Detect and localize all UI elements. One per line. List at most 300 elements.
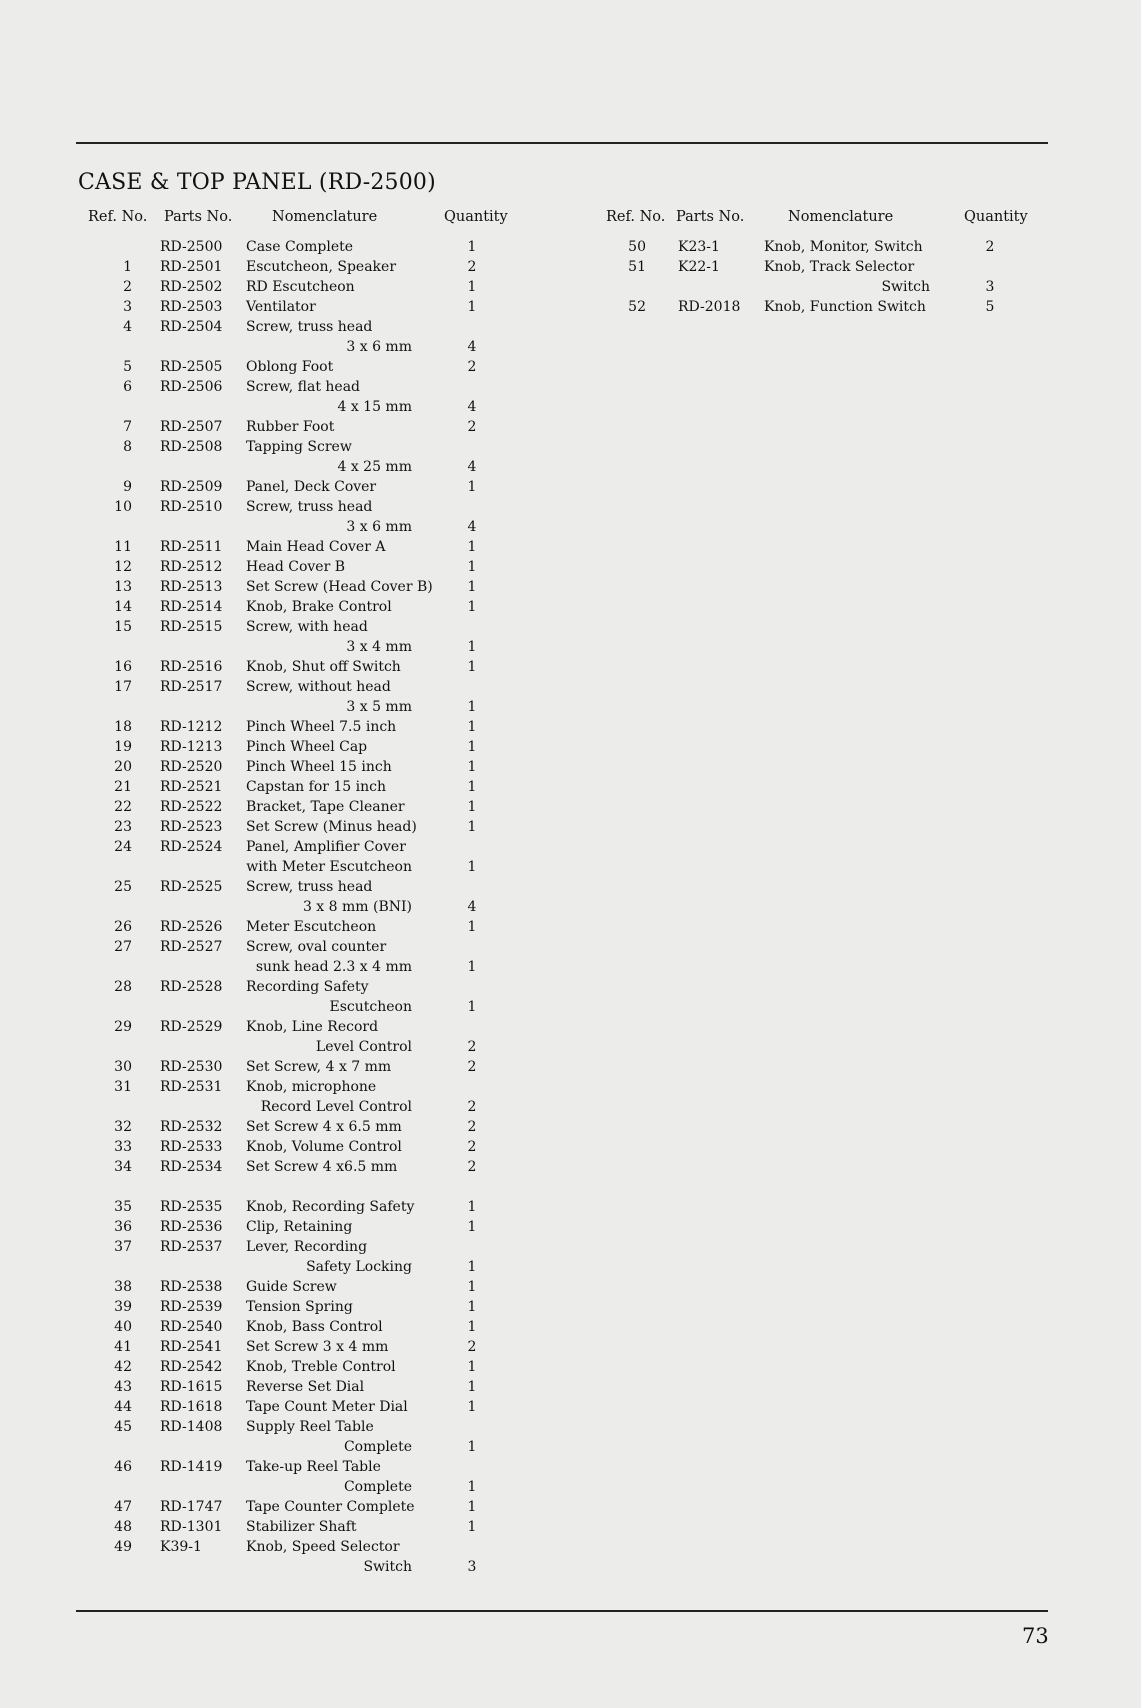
ref-no-cell: 12	[114, 559, 132, 575]
ref-no-cell: 51	[628, 259, 646, 275]
quantity-cell: 1	[467, 1479, 477, 1495]
nomenclature-cell: Tension Spring	[246, 1299, 353, 1315]
parts-no-cell: RD-2531	[160, 1079, 223, 1095]
parts-no-cell: RD-2538	[160, 1279, 223, 1295]
table-row	[0, 919, 1141, 939]
table-row	[0, 1519, 1141, 1539]
header-ref-no: Ref. No.	[88, 209, 148, 225]
table-row	[0, 359, 1141, 379]
parts-no-cell: RD-1301	[160, 1519, 223, 1535]
table-row	[0, 1079, 1141, 1099]
parts-no-cell: RD-2500	[160, 239, 223, 255]
quantity-cell: 1	[467, 1439, 477, 1455]
nomenclature-cell: Knob, Bass Control	[246, 1319, 383, 1335]
parts-no-cell: RD-2523	[160, 819, 223, 835]
table-row	[0, 759, 1141, 779]
ref-no-cell: 3	[123, 299, 132, 315]
nomenclature-cell: Case Complete	[246, 239, 354, 255]
table-row	[0, 419, 1141, 439]
header-parts-no-right: Parts No.	[676, 209, 745, 225]
nomenclature-cell: Knob, Track Selector	[764, 259, 915, 275]
quantity-cell: 1	[467, 1279, 477, 1295]
table-row	[0, 719, 1141, 739]
header-parts-no: Parts No.	[164, 209, 233, 225]
parts-no-cell: RD-2018	[678, 299, 741, 315]
table-row	[0, 1239, 1141, 1259]
nomenclature-cell: Bracket, Tape Cleaner	[246, 799, 405, 815]
nomenclature-cell: Screw, with head	[246, 619, 368, 635]
table-row	[0, 1299, 1141, 1319]
parts-no-cell: RD-2535	[160, 1199, 223, 1215]
table-row	[0, 579, 1141, 599]
table-row	[0, 659, 1141, 679]
header-quantity-right: Quantity	[964, 209, 1028, 225]
table-row	[0, 339, 1141, 359]
parts-no-cell: RD-2542	[160, 1359, 223, 1375]
quantity-cell: 1	[467, 1299, 477, 1315]
header-ref-no-right: Ref. No.	[606, 209, 666, 225]
parts-no-cell: RD-2521	[160, 779, 223, 795]
nomenclature-cell: Supply Reel Table	[246, 1419, 374, 1435]
quantity-cell: 2	[467, 359, 477, 375]
table-row	[0, 279, 1141, 299]
parts-no-cell: RD-2541	[160, 1339, 223, 1355]
table-row	[0, 739, 1141, 759]
nomenclature-cell: Set Screw, 4 x 7 mm	[246, 1059, 392, 1075]
parts-no-cell: RD-2529	[160, 1019, 223, 1035]
quantity-cell: 1	[467, 1499, 477, 1515]
quantity-cell: 1	[467, 1359, 477, 1375]
quantity-cell: 4	[467, 519, 477, 535]
table-row	[0, 1159, 1141, 1179]
nomenclature-cell: Panel, Deck Cover	[246, 479, 377, 495]
nomenclature-cell: Stabilizer Shaft	[246, 1519, 357, 1535]
nomenclature-continuation-cell: 3 x 6 mm	[346, 339, 412, 355]
quantity-cell: 4	[467, 399, 477, 415]
table-row	[0, 1219, 1141, 1239]
quantity-cell: 1	[467, 759, 477, 775]
nomenclature-cell: Knob, Monitor, Switch	[764, 239, 923, 255]
quantity-cell: 1	[467, 1219, 477, 1235]
table-row	[0, 1119, 1141, 1139]
table-row	[0, 599, 1141, 619]
ref-no-cell: 13	[114, 579, 132, 595]
nomenclature-cell: Head Cover B	[246, 559, 346, 575]
nomenclature-cell: Knob, Recording Safety	[246, 1199, 415, 1215]
ref-no-cell: 49	[114, 1539, 132, 1555]
table-row	[0, 1459, 1141, 1479]
table-row	[0, 879, 1141, 899]
table-row	[0, 839, 1141, 859]
ref-no-cell: 20	[114, 759, 132, 775]
nomenclature-cell: Knob, microphone	[246, 1079, 377, 1095]
parts-no-cell: RD-2507	[160, 419, 223, 435]
ref-no-cell: 4	[123, 319, 132, 335]
table-row	[0, 459, 1141, 479]
ref-no-cell: 47	[114, 1499, 132, 1515]
nomenclature-cell: Tape Count Meter Dial	[246, 1399, 408, 1415]
table-row	[0, 559, 1141, 579]
parts-no-cell: RD-2526	[160, 919, 223, 935]
ref-no-cell: 50	[628, 239, 646, 255]
parts-no-cell: RD-1212	[160, 719, 223, 735]
table-row	[0, 819, 1141, 839]
quantity-cell: 5	[985, 299, 995, 315]
nomenclature-cell: RD Escutcheon	[246, 279, 355, 295]
quantity-cell: 1	[467, 1319, 477, 1335]
header-nomenclature-right: Nomenclature	[788, 209, 894, 225]
table-row	[0, 259, 1141, 279]
nomenclature-cell: Tape Counter Complete	[246, 1499, 415, 1515]
quantity-cell: 1	[467, 719, 477, 735]
table-row	[0, 379, 1141, 399]
table-row	[0, 1099, 1141, 1119]
nomenclature-cell: Escutcheon, Speaker	[246, 259, 397, 275]
parts-no-cell: RD-2533	[160, 1139, 223, 1155]
quantity-cell: 1	[467, 739, 477, 755]
nomenclature-continuation-cell: sunk head 2.3 x 4 mm	[255, 959, 412, 975]
ref-no-cell: 14	[114, 599, 132, 615]
quantity-cell: 1	[467, 1379, 477, 1395]
parts-no-cell: RD-1419	[160, 1459, 223, 1475]
ref-no-cell: 34	[114, 1159, 132, 1175]
nomenclature-continuation-cell: Switch	[363, 1559, 412, 1575]
parts-no-cell: RD-2514	[160, 599, 223, 615]
ref-no-cell: 24	[114, 839, 132, 855]
table-row	[0, 1199, 1141, 1219]
parts-no-cell: RD-2511	[160, 539, 223, 555]
nomenclature-cell: Screw, truss head	[246, 499, 373, 515]
quantity-cell: 1	[467, 919, 477, 935]
table-row	[0, 1479, 1141, 1499]
nomenclature-cell: Panel, Amplifier Cover	[246, 839, 406, 855]
table-row	[0, 999, 1141, 1019]
table-row	[0, 1559, 1141, 1579]
nomenclature-cell: Take-up Reel Table	[246, 1459, 381, 1475]
parts-no-cell: RD-2509	[160, 479, 223, 495]
header-nomenclature: Nomenclature	[272, 209, 378, 225]
table-row	[0, 619, 1141, 639]
table-row	[0, 1259, 1141, 1279]
table-row	[0, 319, 1141, 339]
quantity-cell: 2	[467, 1059, 477, 1075]
nomenclature-continuation-cell: 4 x 15 mm	[337, 399, 412, 415]
parts-no-cell: RD-2504	[160, 319, 223, 335]
parts-no-cell: RD-1747	[160, 1499, 223, 1515]
ref-no-cell: 42	[114, 1359, 132, 1375]
quantity-cell: 1	[467, 819, 477, 835]
nomenclature-cell: Knob, Shut off Switch	[246, 659, 401, 675]
table-row	[0, 779, 1141, 799]
table-row	[0, 1019, 1141, 1039]
nomenclature-cell: Knob, Line Record	[246, 1019, 379, 1035]
parts-no-cell: RD-2515	[160, 619, 223, 635]
nomenclature-cell: Oblong Foot	[246, 359, 334, 375]
ref-no-cell: 48	[114, 1519, 132, 1535]
quantity-cell: 1	[467, 699, 477, 715]
nomenclature-continuation-cell: with Meter Escutcheon	[246, 859, 412, 875]
ref-no-cell: 18	[114, 719, 132, 735]
parts-no-cell: RD-1213	[160, 739, 223, 755]
quantity-cell: 2	[467, 1039, 477, 1055]
ref-no-cell: 31	[114, 1079, 132, 1095]
ref-no-cell: 11	[114, 539, 132, 555]
quantity-cell: 1	[467, 539, 477, 555]
nomenclature-cell: Tapping Screw	[246, 439, 352, 455]
ref-no-cell: 29	[114, 1019, 132, 1035]
nomenclature-cell: Pinch Wheel Cap	[246, 739, 368, 755]
table-row	[0, 1499, 1141, 1519]
table-row	[0, 439, 1141, 459]
parts-no-cell: RD-2522	[160, 799, 223, 815]
nomenclature-cell: Capstan for 15 inch	[246, 779, 387, 795]
table-row	[0, 699, 1141, 719]
quantity-cell: 1	[467, 299, 477, 315]
table-row	[0, 1399, 1141, 1419]
nomenclature-cell: Knob, Treble Control	[246, 1359, 396, 1375]
quantity-cell: 1	[467, 659, 477, 675]
quantity-cell: 1	[467, 799, 477, 815]
ref-no-cell: 30	[114, 1059, 132, 1075]
table-row	[0, 1039, 1141, 1059]
quantity-cell: 1	[467, 599, 477, 615]
ref-no-cell: 16	[114, 659, 132, 675]
ref-no-cell: 19	[114, 739, 132, 755]
table-row	[0, 1339, 1141, 1359]
parts-no-cell: RD-2524	[160, 839, 223, 855]
ref-no-cell: 28	[114, 979, 132, 995]
ref-no-cell: 52	[628, 299, 646, 315]
parts-no-cell: RD-2510	[160, 499, 223, 515]
nomenclature-cell: Set Screw (Minus head)	[246, 819, 417, 835]
nomenclature-cell: Guide Screw	[246, 1279, 337, 1295]
quantity-cell: 1	[467, 639, 477, 655]
parts-no-cell: RD-2505	[160, 359, 223, 375]
parts-no-cell: RD-2536	[160, 1219, 223, 1235]
quantity-cell: 1	[467, 1259, 477, 1275]
table-row	[0, 679, 1141, 699]
parts-no-cell: RD-1615	[160, 1379, 223, 1395]
parts-no-cell: RD-2517	[160, 679, 223, 695]
parts-no-cell: RD-2534	[160, 1159, 223, 1175]
parts-no-cell: K23-1	[678, 239, 720, 255]
quantity-cell: 1	[467, 1199, 477, 1215]
table-row	[0, 499, 1141, 519]
quantity-cell: 1	[467, 859, 477, 875]
ref-no-cell: 7	[123, 419, 132, 435]
table-row	[0, 239, 1141, 259]
ref-no-cell: 45	[114, 1419, 132, 1435]
table-row	[0, 1139, 1141, 1159]
ref-no-cell: 43	[114, 1379, 132, 1395]
ref-no-cell: 1	[123, 259, 132, 275]
parts-no-cell: RD-2530	[160, 1059, 223, 1075]
nomenclature-continuation-cell: Switch	[881, 279, 930, 295]
quantity-cell: 2	[467, 1119, 477, 1135]
quantity-cell: 2	[985, 239, 995, 255]
ref-no-cell: 25	[114, 879, 132, 895]
table-row	[0, 1359, 1141, 1379]
quantity-cell: 1	[467, 279, 477, 295]
table-row	[0, 299, 1141, 319]
ref-no-cell: 17	[114, 679, 132, 695]
nomenclature-cell: Screw, flat head	[246, 379, 361, 395]
parts-no-cell: RD-2502	[160, 279, 223, 295]
quantity-cell: 1	[467, 999, 477, 1015]
ref-no-cell: 2	[123, 279, 132, 295]
parts-no-cell: RD-2525	[160, 879, 223, 895]
parts-no-cell: RD-2508	[160, 439, 223, 455]
quantity-cell: 2	[467, 1339, 477, 1355]
table-row	[0, 1379, 1141, 1399]
quantity-cell: 1	[467, 1519, 477, 1535]
ref-no-cell: 21	[114, 779, 132, 795]
ref-no-cell: 10	[114, 499, 132, 515]
table-row	[0, 1419, 1141, 1439]
table-row	[0, 1059, 1141, 1079]
table-row	[0, 1319, 1141, 1339]
parts-no-cell: RD-2513	[160, 579, 223, 595]
parts-no-cell: RD-2503	[160, 299, 223, 315]
nomenclature-cell: Lever, Recording	[246, 1239, 368, 1255]
nomenclature-cell: Knob, Function Switch	[764, 299, 926, 315]
nomenclature-cell: Set Screw 3 x 4 mm	[246, 1339, 389, 1355]
table-row	[0, 959, 1141, 979]
parts-no-cell: RD-2528	[160, 979, 223, 995]
table-row	[0, 479, 1141, 499]
nomenclature-cell: Main Head Cover A	[246, 539, 386, 555]
nomenclature-cell: Recording Safety	[246, 979, 369, 995]
quantity-cell: 3	[467, 1559, 477, 1575]
parts-no-cell: RD-1408	[160, 1419, 223, 1435]
nomenclature-cell: Set Screw 4 x 6.5 mm	[246, 1119, 402, 1135]
table-row	[0, 639, 1141, 659]
table-row	[0, 799, 1141, 819]
parts-no-cell: RD-2501	[160, 259, 223, 275]
nomenclature-cell: Pinch Wheel 7.5 inch	[246, 719, 397, 735]
nomenclature-continuation-cell: 3 x 5 mm	[346, 699, 412, 715]
parts-no-cell: RD-2539	[160, 1299, 223, 1315]
parts-no-cell: RD-2520	[160, 759, 223, 775]
nomenclature-continuation-cell: Escutcheon	[329, 999, 412, 1015]
nomenclature-continuation-cell: 4 x 25 mm	[337, 459, 412, 475]
ref-no-cell: 32	[114, 1119, 132, 1135]
parts-no-cell: RD-2516	[160, 659, 223, 675]
quantity-cell: 3	[985, 279, 995, 295]
quantity-cell: 1	[467, 1399, 477, 1415]
top-rule	[76, 142, 1048, 144]
parts-no-cell: RD-2506	[160, 379, 223, 395]
ref-no-cell: 46	[114, 1459, 132, 1475]
nomenclature-continuation-cell: Record Level Control	[260, 1099, 412, 1115]
nomenclature-cell: Meter Escutcheon	[246, 919, 377, 935]
nomenclature-cell: Set Screw (Head Cover B)	[246, 579, 433, 595]
table-row	[0, 399, 1141, 419]
nomenclature-cell: Ventilator	[246, 299, 316, 315]
nomenclature-cell: Set Screw 4 x6.5 mm	[246, 1159, 398, 1175]
nomenclature-cell: Reverse Set Dial	[246, 1379, 365, 1395]
quantity-cell: 2	[467, 419, 477, 435]
table-row	[0, 979, 1141, 999]
ref-no-cell: 33	[114, 1139, 132, 1155]
ref-no-cell: 22	[114, 799, 132, 815]
table-row	[0, 519, 1141, 539]
nomenclature-cell: Screw, without head	[246, 679, 391, 695]
parts-no-cell: RD-2512	[160, 559, 223, 575]
table-row	[0, 939, 1141, 959]
nomenclature-cell: Pinch Wheel 15 inch	[246, 759, 392, 775]
header-quantity: Quantity	[444, 209, 508, 225]
quantity-cell: 1	[467, 239, 477, 255]
quantity-cell: 4	[467, 339, 477, 355]
ref-no-cell: 27	[114, 939, 132, 955]
ref-no-cell: 44	[114, 1399, 132, 1415]
parts-no-cell: K22-1	[678, 259, 720, 275]
parts-no-cell: RD-2540	[160, 1319, 223, 1335]
nomenclature-cell: Clip, Retaining	[246, 1219, 353, 1235]
quantity-cell: 2	[467, 1159, 477, 1175]
ref-no-cell: 41	[114, 1339, 132, 1355]
quantity-cell: 4	[467, 459, 477, 475]
quantity-cell: 4	[467, 899, 477, 915]
nomenclature-cell: Knob, Speed Selector	[246, 1539, 400, 1555]
ref-no-cell: 15	[114, 619, 132, 635]
ref-no-cell: 26	[114, 919, 132, 935]
nomenclature-cell: Rubber Foot	[246, 419, 335, 435]
ref-no-cell: 5	[123, 359, 132, 375]
ref-no-cell: 35	[114, 1199, 132, 1215]
table-row	[0, 859, 1141, 879]
ref-no-cell: 36	[114, 1219, 132, 1235]
parts-no-cell: RD-1618	[160, 1399, 223, 1415]
quantity-cell: 1	[467, 779, 477, 795]
table-row	[0, 1539, 1141, 1559]
page-number: 73	[1022, 1624, 1049, 1648]
parts-no-cell: RD-2537	[160, 1239, 223, 1255]
table-row	[0, 899, 1141, 919]
ref-no-cell: 9	[123, 479, 132, 495]
table-row	[0, 539, 1141, 559]
parts-no-cell: RD-2527	[160, 939, 223, 955]
quantity-cell: 1	[467, 959, 477, 975]
nomenclature-continuation-cell: Complete	[343, 1439, 412, 1455]
nomenclature-continuation-cell: Complete	[343, 1479, 412, 1495]
page-title: CASE & TOP PANEL (RD-2500)	[78, 170, 436, 195]
quantity-cell: 1	[467, 559, 477, 575]
quantity-cell: 1	[467, 479, 477, 495]
parts-no-cell: RD-2532	[160, 1119, 223, 1135]
nomenclature-continuation-cell: 3 x 4 mm	[346, 639, 412, 655]
ref-no-cell: 39	[114, 1299, 132, 1315]
quantity-cell: 1	[467, 579, 477, 595]
nomenclature-cell: Knob, Brake Control	[246, 599, 392, 615]
nomenclature-cell: Screw, truss head	[246, 879, 373, 895]
ref-no-cell: 23	[114, 819, 132, 835]
nomenclature-cell: Knob, Volume Control	[246, 1139, 402, 1155]
nomenclature-continuation-cell: 3 x 6 mm	[346, 519, 412, 535]
ref-no-cell: 38	[114, 1279, 132, 1295]
ref-no-cell: 6	[123, 379, 132, 395]
table-row	[0, 1439, 1141, 1459]
nomenclature-continuation-cell: Level Control	[315, 1039, 412, 1055]
nomenclature-cell: Screw, oval counter	[246, 939, 387, 955]
bottom-rule	[76, 1610, 1048, 1612]
quantity-cell: 2	[467, 1139, 477, 1155]
table-row	[0, 1279, 1141, 1299]
quantity-cell: 2	[467, 259, 477, 275]
ref-no-cell: 37	[114, 1239, 132, 1255]
parts-no-cell: K39-1	[160, 1539, 202, 1555]
